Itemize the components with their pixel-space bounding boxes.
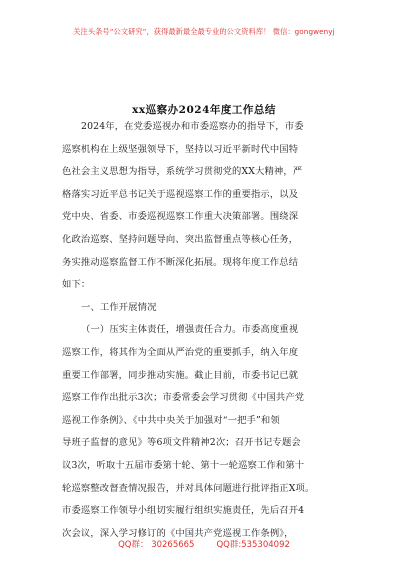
body-line: 化政治巡察、坚持问题导向、突出监督重点等核心任务，: [62, 233, 299, 245]
body-line: 2024年，在党委巡视办和市委巡察办的指导下，市委: [81, 121, 304, 132]
document-title: xx巡察办2024年度工作总结: [132, 104, 276, 116]
body-line: 务实推动巡察监督工作不断深化拓展。现将年度工作总结: [62, 256, 299, 268]
body-line: 导班子监督的意见》等6项文件精神2次；召开书记专题会: [62, 437, 301, 449]
body-line: 格落实习近平总书记关于巡视巡察工作的重要指示，以及: [62, 188, 299, 200]
body-line: 议3次，听取十五届市委第十轮、第十一轮巡察工作和第十: [62, 459, 305, 471]
body-line: 次会议，深入学习修订的《中国共产党巡视工作条例》，: [62, 527, 294, 539]
body-line: 巡察工作，将其作为全面从严治党的重要抓手，纳入年度: [62, 346, 299, 358]
body-line: 巡视工作条例》、《中共中央关于加强对“一把手”和领: [62, 414, 280, 426]
body-line: 重要工作部署，同步推动实施。截止目前，市委书记已就: [62, 369, 299, 381]
body-line: 如下：: [62, 279, 91, 291]
section-heading: 一、工作开展情况: [81, 301, 157, 313]
body-line: 巡察机构在上级坚强领导下，坚持以习近平新时代中国特: [62, 143, 299, 155]
body-line: 色社会主义思想为指导，系统学习贯彻党的XX大精神，严: [62, 166, 303, 178]
document-body: [62, 116, 352, 545]
footer-contact: [0, 538, 408, 550]
footer-qq-group-2: QQ群:535304092: [216, 540, 290, 550]
body-line: 轮巡察整改督查情况报告，并对具体问题进行批评指正X项。: [62, 482, 315, 494]
body-line: 市委巡察工作领导小组切实履行组织实施责任，先后召开4: [62, 505, 305, 517]
footer-qq-group-1: QQ群： 30265665: [118, 540, 195, 550]
body-line: （一）压实主体责任，增强责任合力。市委高度重视: [81, 324, 299, 336]
body-line: 巡察工作作出批示3次；市委常委会学习贯彻《中国共产党: [62, 392, 305, 404]
header-banner: 关注头条号“公文研究”，获得最新最全最专业的公文资料库！ 微信：gongwenyj: [73, 27, 335, 36]
body-line: 党中央、省委、市委巡视巡察工作重大决策部署。围绕深: [62, 211, 299, 223]
